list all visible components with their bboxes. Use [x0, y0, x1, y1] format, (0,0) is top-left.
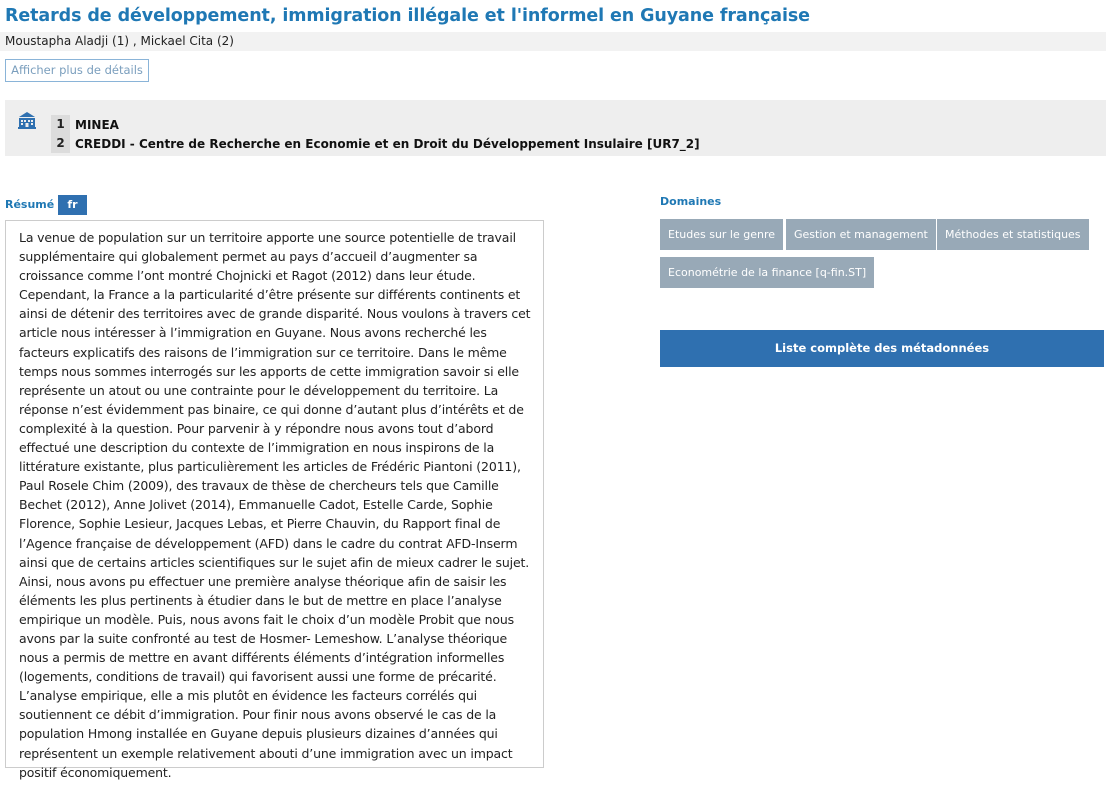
show-more-details-button[interactable]: Afficher plus de détails: [5, 59, 149, 82]
domain-tag[interactable]: Gestion et management: [786, 219, 936, 250]
building-icon: [18, 111, 36, 129]
affiliation-number: 1: [51, 115, 70, 134]
affiliation-item[interactable]: [51, 134, 700, 153]
domains-heading: Domaines: [660, 195, 722, 208]
affiliation-name[interactable]: CREDDI - Centre de Recherche en Economie et en Droit du Développement Insulaire [UR7_2]: [75, 136, 700, 151]
language-tab-fr[interactable]: fr: [58, 195, 87, 215]
abstract-panel: [5, 220, 544, 780]
domain-tag[interactable]: Econométrie de la finance [q-fin.ST]: [660, 257, 874, 288]
affiliations-panel: [5, 100, 1106, 156]
abstract-text: La venue de population sur un territoire apporte une source potentielle de travail supplémentaire qui globalement permet au pays d’accueil d’augmenter sa croissance comme l’ont montré Chojnicki et Ragot (2012) dans leur étude. Cependant, la France a la particularité d’être présente sur différents continents et ainsi de détenir des territoires avec de grande disparité. Nous voulons à travers cet article nous intéresser à l’immigration en Guyane. Nous avons recherché les facteurs explicatifs des raisons de l’immigration sur ce territoire. Dans le même temps nous sommes interrogés sur les apports de cette immigration savoir si elle représente un atout ou une contrainte pour le développement du territoire. La réponse n’est évidemment pas binaire, ce qui donne d’autant plus d’intérêts et de complexité à la question. Pour parvenir à y répondre nous avons tout d’abord effectué une description du contexte de l’immigration en nous inspirons de la littérature existante, plus particulièrement les articles de Frédéric Piantoni (2011), Paul Rosele Chim (2009), des travaux de thèse de chercheurs tels que Camille Bechet (2012), Anne Jolivet (2014), Emmanuelle Cadot, Estelle Carde, Sophie Florence, Sophie Lesieur, Jacques Lebas, et Pierre Chauvin, du Rapport final de l’Agence française de développement (AFD) dans le cadre du contrat AFD-Inserm ainsi que de certains articles scientifiques sur le sujet afin de mieux cadrer le sujet. Ainsi, nous avons pu effectuer une première analyse théorique afin de saisir les éléments les plus pertinents à étudier dans le but de mettre en place l’analyse empirique un modèle. Puis, nous avons fait le choix d’un modèle Probit que nous avons par la suite confronté au test de Hosmer- Lemeshow. L’analyse théorique nous a permis de mettre en avant différents éléments d’intégration informelles (logements, conditions de travail) qui favorisent aussi une forme de précarité. L’analyse empirique, elle a mis plutôt en évidence les facteurs corrélés qui soutiennent ce débit d’immigration. Pour finir nous avons observé le cas de la population Hmong installée en Guyane depuis plusieurs dizaines d’années qui représentent un exemple relativement abouti d’une immigration avec un impact positif économiquement.: [19, 230, 531, 780]
affiliation-ref: (1): [112, 34, 130, 48]
affiliation-name[interactable]: MINEA: [75, 117, 119, 132]
domain-tag[interactable]: Méthodes et statistiques: [937, 219, 1089, 250]
affiliation-number: 2: [51, 134, 70, 153]
author-list: [0, 32, 1106, 51]
author-link[interactable]: Moustapha Aladji: [5, 34, 109, 48]
domain-tag[interactable]: Etudes sur le genre: [660, 219, 783, 250]
affiliation-ref: (2): [216, 34, 234, 48]
full-metadata-button[interactable]: Liste complète des métadonnées: [660, 330, 1104, 367]
abstract-heading: Résumé: [5, 198, 55, 211]
affiliation-item[interactable]: [51, 115, 119, 134]
author-separator: ,: [129, 34, 141, 48]
author-link[interactable]: Mickael Cita: [140, 34, 214, 48]
page-title: Retards de développement, immigration illégale et l'informel en Guyane française: [5, 6, 810, 26]
